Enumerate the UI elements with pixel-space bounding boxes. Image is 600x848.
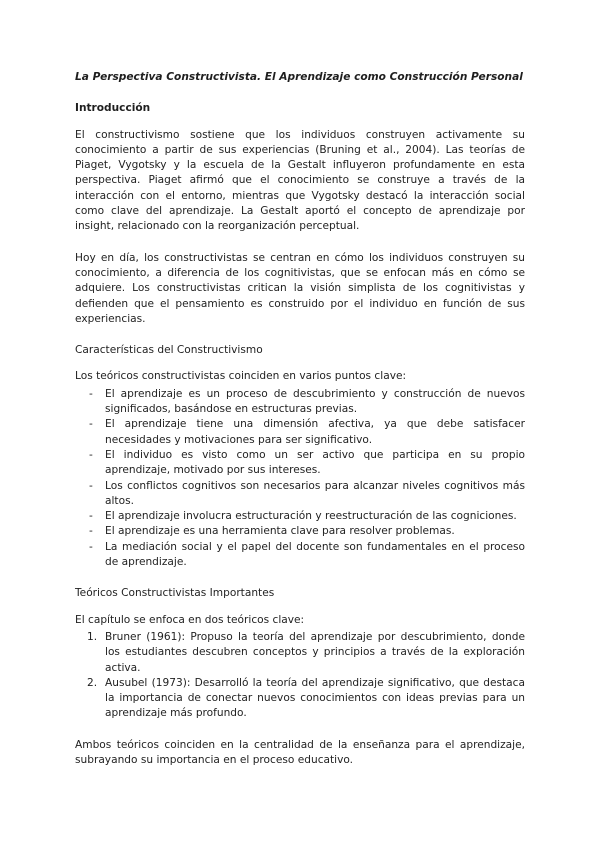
list-item xyxy=(87,630,525,676)
list-item: - El aprendizaje tiene una dimensión afectiva, ya que debe satisfacer necesidades y motivaciones para ser significativo. xyxy=(105,417,525,448)
theorists-lead: El capítulo se enfoca en dos teóricos clave: xyxy=(75,613,305,626)
intro-paragraph-1: El constructivismo sostiene que los individuos construyen activamente su conocimiento a partir de sus experiencias (Bruning et al., 2004). Las teorías de Piaget, Vygotsky y la escuela de la Gestalt influyeron profundamente en esta perspectiva. Piaget afirmó que el conocimiento se construye a través de la interacción con el entorno, mientras que Vygotsky destacó la interacción social como clave del aprendizaje. La Gestalt aportó el concepto de aprendizaje por insight, relacionado con la reorganización perceptual. xyxy=(75,128,525,233)
list-item: - El aprendizaje es un proceso de descubrimiento y construcción de nuevos significados, basándose en estructuras previas. xyxy=(105,387,525,418)
list-item: - El aprendizaje es una herramienta clave para resolver problemas. xyxy=(105,524,525,539)
characteristics-heading: Características del Constructivismo xyxy=(75,344,263,357)
list-item: - El aprendizaje involucra estructuración y reestructuración de las cogniciones. xyxy=(105,509,525,524)
list-number: 2. xyxy=(87,676,98,689)
characteristics-lead: Los teóricos constructivistas coinciden en varios puntos clave: xyxy=(75,370,407,383)
document-title: La Perspectiva Constructivista. El Aprendizaje como Construcción Personal xyxy=(75,71,523,83)
list-item: - Los conflictos cognitivos son necesarios para alcanzar niveles cognitivos más altos. xyxy=(105,479,525,510)
list-item xyxy=(87,676,525,722)
list-number: 1. xyxy=(87,630,98,643)
list-item: - El individuo es visto como un ser activo que participa en su propio aprendizaje, motivado por sus intereses. xyxy=(105,448,525,479)
characteristics-list xyxy=(75,387,525,571)
conclusion-paragraph: Ambos teóricos coinciden en la centralidad de la enseñanza para el aprendizaje, subrayando su importancia en el proceso educativo. xyxy=(75,738,525,766)
list-item: - La mediación social y el papel del docente son fundamentales en el proceso de aprendizaje. xyxy=(105,540,525,571)
list-item-text: Bruner (1961): Propuso la teoría del aprendizaje por descubrimiento, donde los estudiantes descubren conceptos y principios a través de la exploración activa. xyxy=(105,630,525,674)
theorists-list xyxy=(75,630,525,722)
intro-paragraph-2: Hoy en día, los constructivistas se centran en cómo los individuos construyen su conocimiento, a diferencia de los cognitivistas, que se enfocan más en cómo se adquiere. Los constructivistas critican la visión simplista de los cognitivistas y defienden que el pensamiento es construido por el individuo en función de sus experiencias. xyxy=(75,251,525,325)
theorists-heading: Teóricos Constructivistas Importantes xyxy=(75,587,275,600)
list-item-text: Ausubel (1973): Desarrolló la teoría del aprendizaje significativo, que destaca la importancia de conectar nuevos conocimientos con ideas previas para un aprendizaje más profundo. xyxy=(105,676,525,720)
intro-heading: Introducción xyxy=(75,102,151,115)
